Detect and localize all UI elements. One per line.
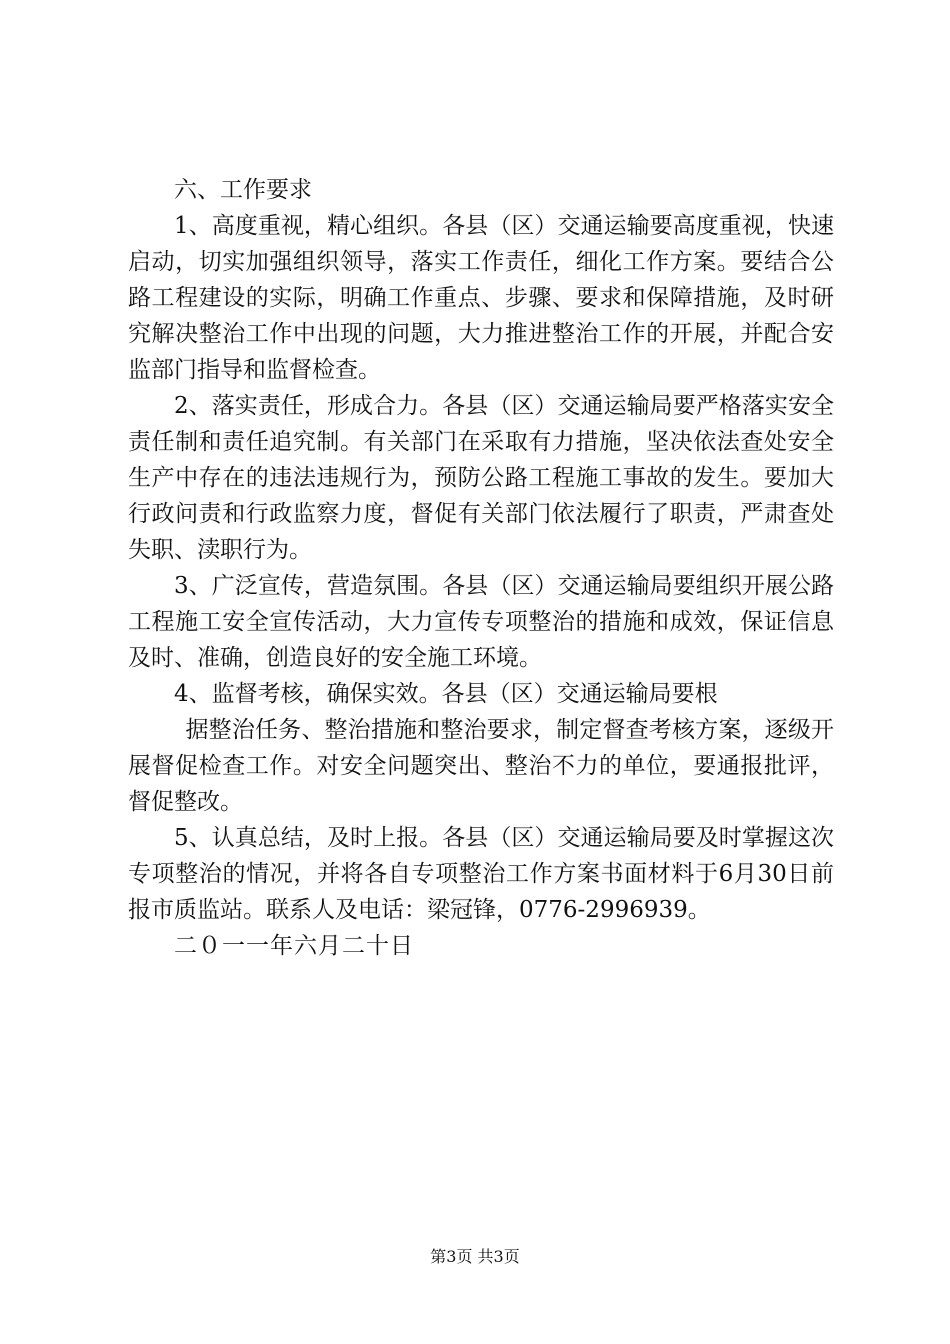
page-number-label: 第3页 共3页 xyxy=(430,1247,520,1266)
paragraph-3: 3、广泛宣传，营造氛围。各县（区）交通运输局要组织开展公路工程施工安全宣传活动，大力宣传专项整治的措施和成效，保证信息及时、准确，创造良好的安全施工环境。 xyxy=(128,573,834,671)
paragraph-1: 1、高度重视，精心组织。各县（区）交通运输要高度重视，快速启动，切实加强组织领导，落实工作责任，细化工作方案。要结合公路工程建设的实际，明确工作重点、步骤、要求和保障措施，及时研究解决整治工作中出现的问题，大力推进整治工作的开展，并配合安监部门指导和监督检查。 xyxy=(128,213,834,383)
paragraph-2: 2、落实责任，形成合力。各县（区）交通运输局要严格落实安全责任制和责任追究制。有关部门在采取有力措施，坚决依法查处安全生产中存在的违法违规行为，预防公路工程施工事故的发生。要加大行政问责和行政监察力度，督促有关部门依法履行了职责，严肃查处失职、渎职行为。 xyxy=(128,393,834,563)
paragraph-4-head: 4、监督考核，确保实效。各县（区）交通运输局要根 xyxy=(174,681,718,707)
paragraph-4-continued: 据整治任务、整治措施和整治要求，制定督查考核方案，逐级开展督促检查工作。对安全问题突出、整治不力的单位，要通报批评，督促整改。 xyxy=(128,717,834,815)
document-body xyxy=(128,172,834,964)
page-footer xyxy=(0,1244,950,1267)
paragraph-5: 5、认真总结，及时上报。各县（区）交通运输局要及时掌握这次专项整治的情况，并将各自专项整治工作方案书面材料于6月30日前报市质监站。联系人及电话：梁冠锋，0776-2996939。 xyxy=(128,825,834,923)
section-heading: 六、工作要求 xyxy=(174,177,312,203)
document-date: 二０一一年六月二十日 xyxy=(174,933,414,959)
